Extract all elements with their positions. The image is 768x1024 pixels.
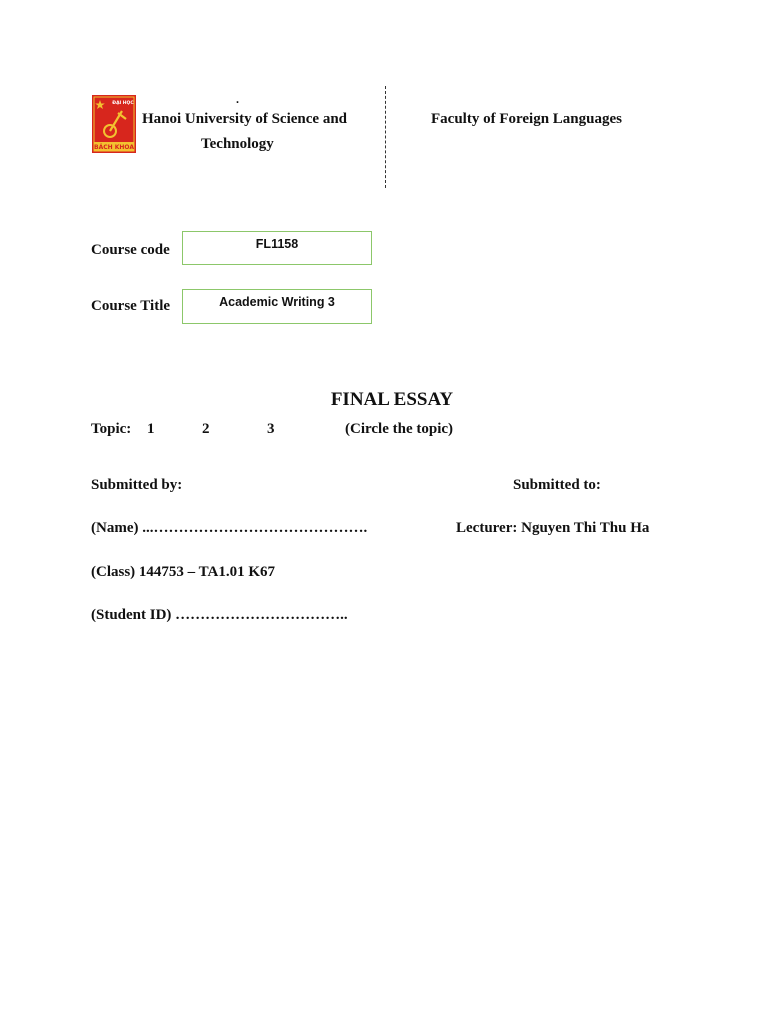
student-id-line: (Student ID) …………………………….. (91, 607, 348, 623)
topic-option-1[interactable]: 1 (147, 421, 155, 437)
name-line: (Name) ...……………………………………. (91, 520, 368, 536)
course-code-field: FL1158 (182, 231, 372, 265)
header-divider (385, 86, 386, 188)
topic-option-2[interactable]: 2 (202, 421, 210, 437)
course-title-label: Course Title (91, 298, 171, 314)
university-name-line1: Hanoi University of Science and (142, 111, 347, 127)
submitted-to-label: Submitted to: (513, 477, 601, 493)
lecturer-line: Lecturer: Nguyen Thi Thu Ha (456, 520, 650, 536)
university-logo (92, 95, 136, 153)
topic-instruction: (Circle the topic) (345, 421, 454, 437)
class-line: (Class) 144753 – TA1.01 K67 (91, 564, 276, 580)
faculty-name: Faculty of Foreign Languages (431, 111, 622, 127)
header-dot: . (236, 92, 239, 106)
svg-text:ĐẠI HỌC: ĐẠI HỌC (112, 101, 134, 106)
university-name-line2: Technology (201, 136, 274, 152)
submitted-by-label: Submitted by: (91, 477, 183, 493)
topic-label: Topic: (91, 421, 132, 437)
course-title-field: Academic Writing 3 (182, 289, 372, 324)
topic-option-3[interactable]: 3 (267, 421, 275, 437)
essay-title: FINAL ESSAY (330, 389, 454, 410)
course-code-label: Course code (91, 242, 170, 258)
svg-text:BÁCH KHOA: BÁCH KHOA (94, 144, 134, 151)
